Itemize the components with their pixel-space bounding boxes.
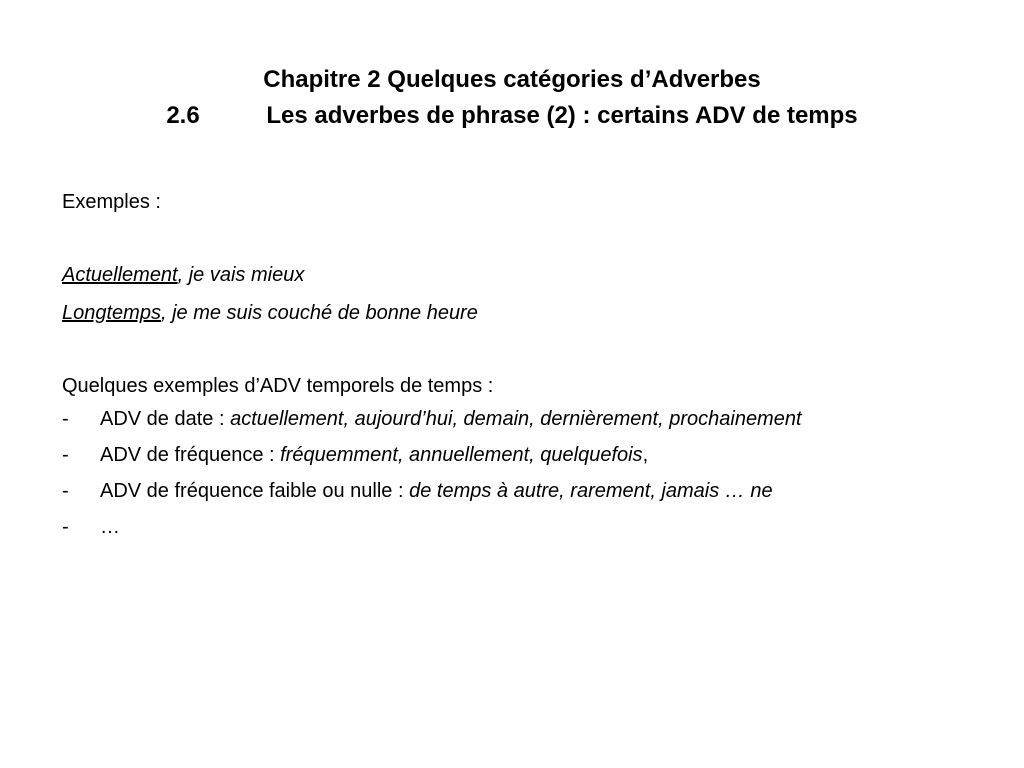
item-label: ADV de date : <box>100 408 231 430</box>
item-examples: de temps à autre, rarement, jamais … ne <box>409 480 773 502</box>
bullet-dash: - <box>62 516 69 538</box>
section-number: 2.6 <box>166 102 200 129</box>
list-heading: Quelques exemples d’ADV temporels de temps : <box>62 375 494 397</box>
example-adverb: Longtemps <box>62 302 161 324</box>
spacer <box>62 220 992 256</box>
section-title-line <box>0 98 1024 134</box>
item-label: ADV de fréquence : <box>100 444 281 466</box>
bullet-dash: - <box>62 408 69 430</box>
bullet-dash: - <box>62 444 69 466</box>
bullet-dash: - <box>62 480 69 502</box>
list-item <box>62 512 992 542</box>
item-examples: fréquemment, annuellement, quelquefois <box>280 444 643 466</box>
chapter-title: Chapitre 2 Quelques catégories d’Adverbes <box>263 66 761 93</box>
example-adverb: Actuellement <box>62 264 178 286</box>
examples-label: Exemples : <box>62 191 161 213</box>
example-rest: , je me suis couché de bonne heure <box>160 302 478 324</box>
item-label: … <box>100 516 120 538</box>
example-sentence <box>62 256 992 294</box>
spacer <box>62 332 992 368</box>
list-item <box>62 404 992 434</box>
item-examples: actuellement, aujourd’hui, demain, dernièrement, prochainement <box>230 408 802 430</box>
slide-body <box>62 184 992 548</box>
adverb-category-list <box>62 404 992 542</box>
section-title: Les adverbes de phrase (2) : certains ADV de temps <box>266 102 858 129</box>
item-suffix: , <box>642 444 649 466</box>
slide-title <box>0 62 1024 134</box>
list-item <box>62 476 992 506</box>
example-sentence <box>62 294 992 332</box>
list-item <box>62 440 992 470</box>
example-rest: , je vais mieux <box>177 264 305 286</box>
item-label: ADV de fréquence faible ou nulle : <box>100 480 410 502</box>
